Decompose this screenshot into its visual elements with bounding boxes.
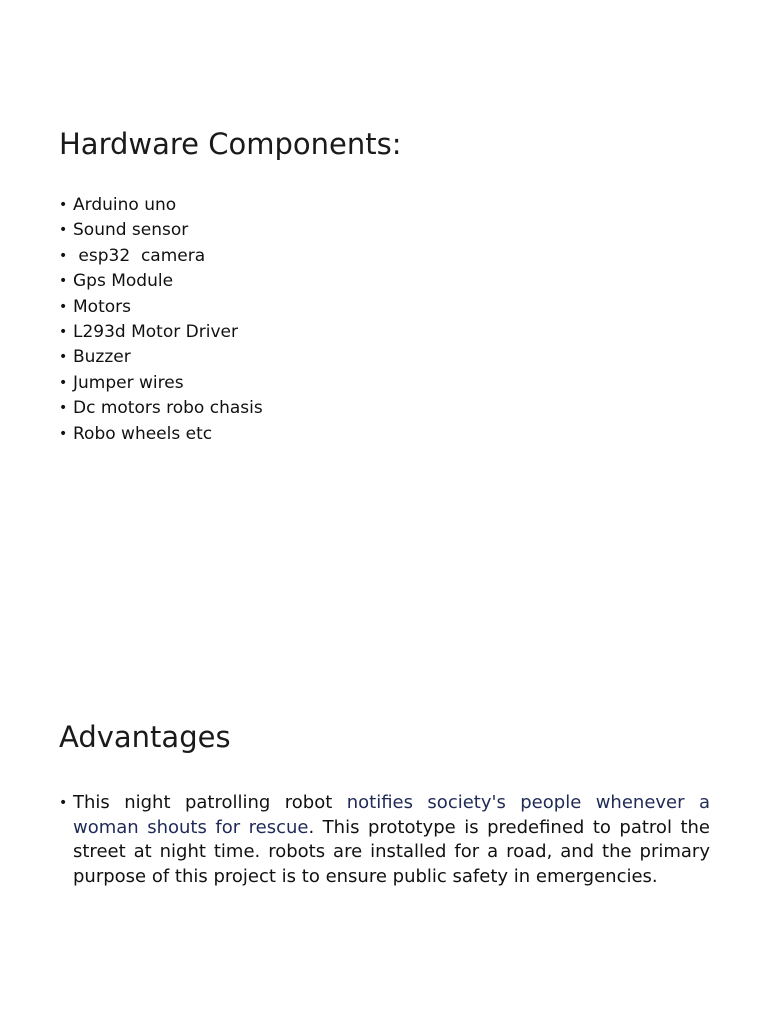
list-item: [59, 244, 719, 269]
list-item: [59, 422, 719, 447]
list-item-label: Arduino uno: [73, 195, 177, 215]
bullet-icon: •: [59, 247, 68, 264]
list-item-label: Buzzer: [73, 347, 131, 368]
advantages-paragraph: [73, 791, 710, 889]
bullet-icon: •: [59, 298, 68, 315]
slide-advantages: [0, 512, 768, 1024]
list-item: [59, 218, 719, 243]
bullet-icon: •: [59, 324, 68, 341]
bullet-icon: •: [59, 374, 68, 391]
slide-title: Hardware Components:: [59, 127, 402, 161]
list-item-label: Sound sensor: [73, 220, 189, 241]
bullet-icon: •: [59, 197, 68, 213]
bullet-icon: •: [59, 349, 68, 366]
list-item-label: Motors: [73, 296, 131, 317]
bullet-icon: •: [59, 222, 68, 239]
list-item: [59, 295, 719, 320]
list-item-label: Gps Module: [73, 271, 174, 292]
list-item: [59, 320, 719, 345]
list-item-label: Jumper wires: [73, 372, 184, 393]
list-item: [59, 396, 719, 421]
bullet-icon: •: [59, 400, 68, 417]
list-item: [59, 371, 719, 396]
bullet-icon: •: [59, 425, 68, 442]
list-item: [59, 345, 719, 370]
bullet-icon: •: [59, 273, 68, 290]
paragraph-text: This night patrolling robot: [73, 792, 347, 813]
advantages-bullet: [59, 791, 710, 889]
slide-title: Advantages: [59, 720, 231, 754]
list-item-label: L293d Motor Driver: [73, 322, 238, 343]
list-item-label: Dc motors robo chasis: [73, 398, 263, 419]
list-item-label: esp32 camera: [73, 245, 206, 266]
paragraph-text: . This prototype is predefined to patrol the street at night time. robots are installed for a road, and the primary purpose of this project is to ensure public safety in emergencies.: [73, 816, 710, 887]
list-item-label: Robo wheels etc: [73, 423, 213, 444]
components-list: [59, 193, 719, 447]
list-item: [59, 269, 719, 294]
list-item: [59, 193, 719, 218]
bullet-icon: •: [59, 795, 68, 811]
highlighted-text: notifies society's people whenever a woman shouts for rescue: [73, 792, 710, 838]
